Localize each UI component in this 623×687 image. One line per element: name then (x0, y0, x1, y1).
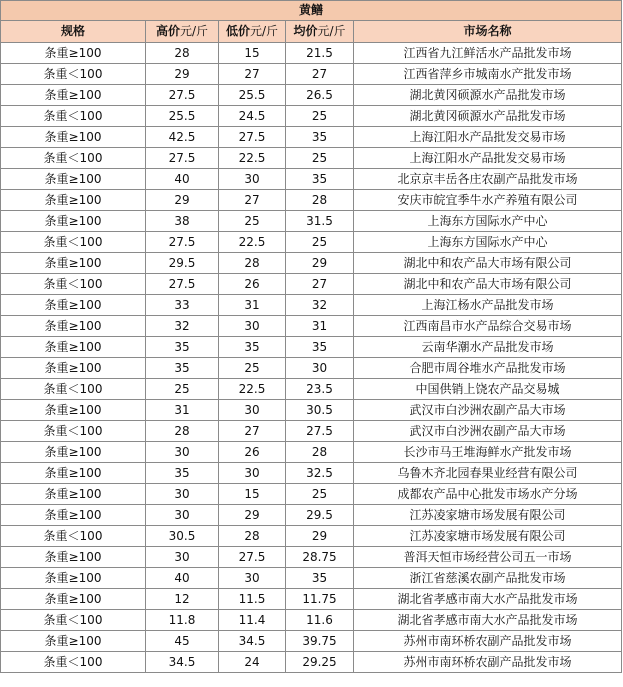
market-cell: 上海江阳水产品批发交易市场 (354, 148, 622, 169)
spec-cell: 条重＜100 (1, 421, 146, 442)
high-price-cell: 30.5 (146, 526, 219, 547)
avg-price-cell: 29 (286, 253, 354, 274)
market-cell: 上海东方国际水产中心 (354, 211, 622, 232)
avg-price-cell: 31 (286, 316, 354, 337)
low-price-cell: 24.5 (219, 106, 286, 127)
avg-price-cell: 25 (286, 484, 354, 505)
market-cell: 湖北黄冈硕源水产品批发市场 (354, 85, 622, 106)
high-price-cell: 25.5 (146, 106, 219, 127)
high-price-cell: 12 (146, 589, 219, 610)
header-avg (286, 21, 354, 43)
high-price-cell: 27.5 (146, 148, 219, 169)
spec-cell: 条重≥100 (1, 43, 146, 64)
header-high (146, 21, 219, 43)
high-price-cell: 29 (146, 64, 219, 85)
spec-cell: 条重≥100 (1, 295, 146, 316)
spec-cell: 条重≥100 (1, 463, 146, 484)
spec-cell: 条重＜100 (1, 106, 146, 127)
high-price-cell: 27.5 (146, 274, 219, 295)
low-price-cell: 11.5 (219, 589, 286, 610)
low-price-cell: 30 (219, 463, 286, 484)
spec-cell: 条重＜100 (1, 64, 146, 85)
avg-price-cell: 35 (286, 127, 354, 148)
spec-cell: 条重＜100 (1, 274, 146, 295)
market-cell: 江西省萍乡市城南水产批发市场 (354, 64, 622, 85)
avg-price-cell: 31.5 (286, 211, 354, 232)
low-price-cell: 27.5 (219, 547, 286, 568)
high-price-cell: 29.5 (146, 253, 219, 274)
market-cell: 安庆市皖宜季牛水产养殖有限公司 (354, 190, 622, 211)
table-title: 黄鳝 (1, 1, 622, 21)
low-price-cell: 35 (219, 337, 286, 358)
low-price-cell: 25 (219, 211, 286, 232)
low-price-cell: 26 (219, 274, 286, 295)
table-row (1, 211, 622, 232)
high-price-cell: 42.5 (146, 127, 219, 148)
header-avg-label: 均价 (293, 24, 318, 38)
avg-price-cell: 28 (286, 190, 354, 211)
spec-cell: 条重≥100 (1, 85, 146, 106)
high-price-cell: 30 (146, 442, 219, 463)
spec-cell: 条重≥100 (1, 358, 146, 379)
high-price-cell: 27.5 (146, 232, 219, 253)
table-row (1, 610, 622, 631)
spec-cell: 条重≥100 (1, 127, 146, 148)
header-avg-unit: 元/斤 (317, 24, 346, 38)
table-row (1, 274, 622, 295)
avg-price-cell: 29 (286, 526, 354, 547)
table-row (1, 547, 622, 568)
table-row (1, 526, 622, 547)
spec-cell: 条重≥100 (1, 169, 146, 190)
low-price-cell: 34.5 (219, 631, 286, 652)
market-cell: 上海江杨水产品批发市场 (354, 295, 622, 316)
market-cell: 武汉市白沙洲农副产品大市场 (354, 421, 622, 442)
high-price-cell: 30 (146, 484, 219, 505)
avg-price-cell: 27 (286, 274, 354, 295)
low-price-cell: 15 (219, 43, 286, 64)
low-price-cell: 11.4 (219, 610, 286, 631)
avg-price-cell: 35 (286, 337, 354, 358)
table-row (1, 505, 622, 526)
spec-cell: 条重≥100 (1, 589, 146, 610)
low-price-cell: 27 (219, 421, 286, 442)
high-price-cell: 35 (146, 358, 219, 379)
avg-price-cell: 32.5 (286, 463, 354, 484)
spec-cell: 条重≥100 (1, 505, 146, 526)
market-cell: 江西省九江鲜活水产品批发市场 (354, 43, 622, 64)
table-row (1, 421, 622, 442)
table-row (1, 484, 622, 505)
table-row (1, 169, 622, 190)
low-price-cell: 25 (219, 358, 286, 379)
header-low-unit: 元/斤 (249, 24, 279, 38)
low-price-cell: 24 (219, 652, 286, 673)
market-cell: 江苏凌家塘市场发展有限公司 (354, 505, 622, 526)
avg-price-cell: 25 (286, 106, 354, 127)
table-row (1, 358, 622, 379)
header-market: 市场名称 (354, 21, 622, 43)
market-cell: 北京京丰岳各庄农副产品批发市场 (354, 169, 622, 190)
spec-cell: 条重≥100 (1, 484, 146, 505)
avg-price-cell: 29.25 (286, 652, 354, 673)
market-cell: 湖北中和农产品大市场有限公司 (354, 253, 622, 274)
table-row (1, 316, 622, 337)
high-price-cell: 25 (146, 379, 219, 400)
avg-price-cell: 35 (286, 568, 354, 589)
table-row (1, 232, 622, 253)
avg-price-cell: 27.5 (286, 421, 354, 442)
spec-cell: 条重＜100 (1, 652, 146, 673)
low-price-cell: 25.5 (219, 85, 286, 106)
table-row (1, 442, 622, 463)
market-cell: 成都农产品中心批发市场水产分场 (354, 484, 622, 505)
low-price-cell: 30 (219, 169, 286, 190)
header-high-label: 高价 (155, 24, 180, 38)
high-price-cell: 33 (146, 295, 219, 316)
spec-cell: 条重≥100 (1, 190, 146, 211)
spec-cell: 条重≥100 (1, 442, 146, 463)
spec-cell: 条重≥100 (1, 400, 146, 421)
high-price-cell: 28 (146, 421, 219, 442)
table-row (1, 379, 622, 400)
low-price-cell: 22.5 (219, 148, 286, 169)
header-high-unit: 元/斤 (179, 24, 209, 38)
high-price-cell: 28 (146, 43, 219, 64)
table-row (1, 400, 622, 421)
market-cell: 苏州市南环桥农副产品批发市场 (354, 631, 622, 652)
avg-price-cell: 11.6 (286, 610, 354, 631)
avg-price-cell: 25 (286, 232, 354, 253)
high-price-cell: 35 (146, 337, 219, 358)
table-row (1, 652, 622, 673)
spec-cell: 条重≥100 (1, 337, 146, 358)
low-price-cell: 22.5 (219, 232, 286, 253)
market-cell: 江苏凌家塘市场发展有限公司 (354, 526, 622, 547)
avg-price-cell: 27 (286, 64, 354, 85)
market-cell: 湖北黄冈硕源水产品批发市场 (354, 106, 622, 127)
high-price-cell: 38 (146, 211, 219, 232)
market-cell: 上海东方国际水产中心 (354, 232, 622, 253)
spec-cell: 条重＜100 (1, 232, 146, 253)
high-price-cell: 30 (146, 547, 219, 568)
table-row (1, 43, 622, 64)
spec-cell: 条重≥100 (1, 253, 146, 274)
spec-cell: 条重≥100 (1, 568, 146, 589)
spec-cell: 条重＜100 (1, 379, 146, 400)
table-row (1, 127, 622, 148)
low-price-cell: 31 (219, 295, 286, 316)
spec-cell: 条重≥100 (1, 631, 146, 652)
spec-cell: 条重＜100 (1, 148, 146, 169)
high-price-cell: 34.5 (146, 652, 219, 673)
high-price-cell: 40 (146, 568, 219, 589)
market-cell: 湖北省孝感市南大水产品批发市场 (354, 589, 622, 610)
market-cell: 乌鲁木齐北园春果业经营有限公司 (354, 463, 622, 484)
avg-price-cell: 30 (286, 358, 354, 379)
avg-price-cell: 28.75 (286, 547, 354, 568)
header-low-label: 低价 (225, 24, 250, 38)
table-row (1, 631, 622, 652)
low-price-cell: 28 (219, 253, 286, 274)
avg-price-cell: 11.75 (286, 589, 354, 610)
low-price-cell: 22.5 (219, 379, 286, 400)
title-row (1, 1, 622, 21)
high-price-cell: 40 (146, 169, 219, 190)
avg-price-cell: 29.5 (286, 505, 354, 526)
spec-cell: 条重≥100 (1, 316, 146, 337)
table-row (1, 589, 622, 610)
spec-cell: 条重＜100 (1, 526, 146, 547)
low-price-cell: 27.5 (219, 127, 286, 148)
spec-cell: 条重＜100 (1, 610, 146, 631)
high-price-cell: 31 (146, 400, 219, 421)
high-price-cell: 11.8 (146, 610, 219, 631)
market-cell: 普洱天恒市场经营公司五一市场 (354, 547, 622, 568)
avg-price-cell: 30.5 (286, 400, 354, 421)
table-row (1, 64, 622, 85)
avg-price-cell: 26.5 (286, 85, 354, 106)
table-row (1, 85, 622, 106)
low-price-cell: 29 (219, 505, 286, 526)
spec-cell: 条重≥100 (1, 211, 146, 232)
spec-cell: 条重≥100 (1, 547, 146, 568)
high-price-cell: 32 (146, 316, 219, 337)
header-row (1, 21, 622, 43)
table-body (1, 43, 622, 673)
market-cell: 长沙市马王堆海鲜水产批发市场 (354, 442, 622, 463)
high-price-cell: 30 (146, 505, 219, 526)
market-cell: 合肥市周谷堆水产品批发市场 (354, 358, 622, 379)
header-spec: 规格 (1, 21, 146, 43)
low-price-cell: 30 (219, 568, 286, 589)
table-row (1, 106, 622, 127)
header-low (219, 21, 286, 43)
low-price-cell: 27 (219, 64, 286, 85)
table-row (1, 295, 622, 316)
high-price-cell: 35 (146, 463, 219, 484)
low-price-cell: 30 (219, 400, 286, 421)
market-cell: 浙江省慈溪农副产品批发市场 (354, 568, 622, 589)
high-price-cell: 45 (146, 631, 219, 652)
low-price-cell: 30 (219, 316, 286, 337)
market-cell: 云南华潮水产品批发市场 (354, 337, 622, 358)
market-cell: 湖北中和农产品大市场有限公司 (354, 274, 622, 295)
avg-price-cell: 23.5 (286, 379, 354, 400)
table-row (1, 463, 622, 484)
avg-price-cell: 28 (286, 442, 354, 463)
low-price-cell: 27 (219, 190, 286, 211)
low-price-cell: 28 (219, 526, 286, 547)
table-row (1, 190, 622, 211)
market-cell: 中国供销上饶农产品交易城 (354, 379, 622, 400)
market-cell: 湖北省孝感市南大水产品批发市场 (354, 610, 622, 631)
low-price-cell: 15 (219, 484, 286, 505)
table-row (1, 337, 622, 358)
market-cell: 苏州市南环桥农副产品批发市场 (354, 652, 622, 673)
market-cell: 江西南昌市水产品综合交易市场 (354, 316, 622, 337)
low-price-cell: 26 (219, 442, 286, 463)
high-price-cell: 29 (146, 190, 219, 211)
market-cell: 武汉市白沙洲农副产品大市场 (354, 400, 622, 421)
avg-price-cell: 35 (286, 169, 354, 190)
high-price-cell: 27.5 (146, 85, 219, 106)
table-row (1, 253, 622, 274)
market-cell: 上海江阳水产品批发交易市场 (354, 127, 622, 148)
avg-price-cell: 39.75 (286, 631, 354, 652)
avg-price-cell: 21.5 (286, 43, 354, 64)
table-row (1, 568, 622, 589)
avg-price-cell: 25 (286, 148, 354, 169)
avg-price-cell: 32 (286, 295, 354, 316)
table-row (1, 148, 622, 169)
